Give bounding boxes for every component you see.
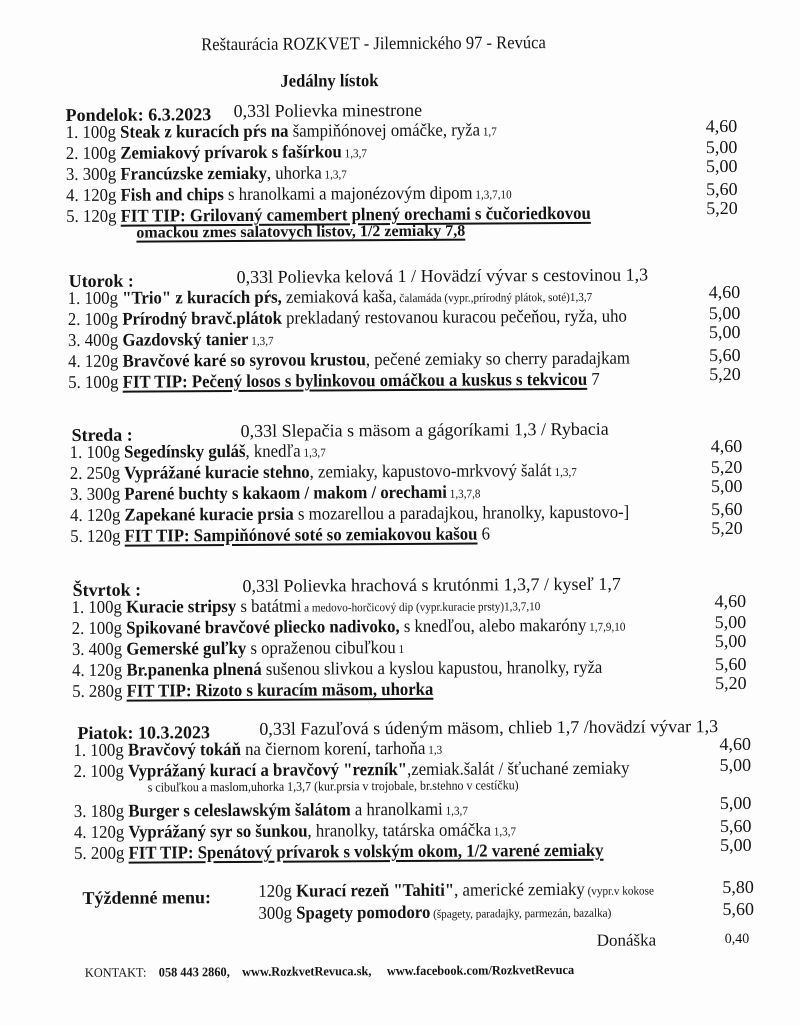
item-number-weight: 2. 100g	[73, 760, 124, 781]
item-price: 5,00	[708, 302, 741, 324]
allergens: 1,3,7	[248, 333, 274, 348]
item-weight: 300g	[258, 902, 293, 923]
dish-note: čalamáda (vypr.,prírodný plátok, soté)1,3,7	[396, 289, 593, 306]
allergens: 1,3,7	[551, 464, 577, 480]
dish-name: Vyprážaný syr so šunkou	[128, 820, 308, 842]
fit-tip-dish: FIT TIP: Rizoto s kuracím mäsom, uhorka	[126, 678, 434, 701]
item-price: 5,00	[705, 155, 738, 177]
dish-description: s knedľou, alebo makaróny	[399, 614, 587, 637]
dish-note: (vypr.v kokose	[584, 883, 654, 898]
dish-name: Bravčový tokáň	[127, 738, 241, 760]
delivery-label: Donáška	[596, 930, 657, 950]
dish-name: Kuracie stripsy	[125, 596, 237, 617]
item-price: 4,60	[708, 281, 741, 303]
allergens: 1,3,7	[442, 803, 468, 818]
item-price: 5,00	[720, 834, 752, 856]
dish-name: Vyprážané kuracie stehno	[124, 461, 310, 483]
day-label: Piatok: 10.3.2023	[77, 722, 210, 743]
dish-description: šampiňónovej omáčke, ryža	[288, 119, 481, 141]
dish-name: Burger s celeslawským šalátom	[128, 799, 351, 821]
item-price: 5,80	[722, 876, 754, 898]
contact-website[interactable]: www.RozkvetRevuca.sk,	[242, 963, 372, 979]
fit-tip-dish: FIT TIP: Spenátový prívarok s volským okom, 1/2 varené zemiaky	[128, 839, 604, 863]
soup-of-day: 0,33l Polievka minestrone	[233, 99, 423, 122]
dish-description: s opraženou cibuľkou	[246, 637, 396, 658]
menu-item	[72, 657, 602, 681]
allergens: 1,7,9,10	[586, 619, 626, 634]
item-number-weight: 4. 120g	[68, 350, 119, 372]
dish-description: , hranolky, tatárska omáčka	[307, 819, 492, 841]
menu-title: Jedálny lístok	[280, 70, 379, 91]
dish-name: Steak z kuracích pŕs na	[120, 120, 289, 142]
allergens: 1,3,7	[300, 445, 326, 460]
dish-name: "Trio" z kuracích pŕs,	[122, 286, 282, 308]
allergens: 1,3,7,8	[446, 486, 481, 501]
dish-name: Zemiakový prívarok s fašírkou	[120, 141, 342, 163]
dish-name: Zapekané kuracie prsia	[124, 503, 294, 525]
allergens: 1	[395, 641, 405, 657]
item-number-weight: 3. 180g	[73, 800, 125, 821]
menu-item	[70, 440, 326, 463]
item-number-weight: 3. 300g	[65, 163, 117, 185]
menu-item	[72, 679, 433, 702]
day-label: Pondelok: 6.3.2023	[65, 104, 212, 126]
item-number-weight: 5. 200g	[74, 842, 125, 863]
dish-description: s mozarellou a paradajkou, hranolky, kapustovo-]	[293, 501, 630, 524]
menu-item	[68, 306, 627, 330]
menu-item	[70, 482, 481, 506]
allergens: 1,3,7,10	[472, 187, 512, 202]
item-price: 4,60	[705, 115, 738, 137]
item-number-weight: 1. 100g	[65, 121, 117, 143]
item-price: 5,00	[719, 792, 752, 814]
menu-item	[68, 369, 600, 393]
item-price: 5,60	[706, 178, 738, 200]
menu-item	[66, 182, 512, 206]
item-price: 4,60	[719, 733, 752, 755]
soup-of-day: 0,33l Fazuľová s údeným mäsom, chlieb 1,7 /hovädzí vývar 1,3	[259, 716, 719, 739]
allergens: 6	[477, 523, 491, 544]
dish-note: (špagety, paradajky, parmezán, bazalka)	[430, 905, 612, 921]
menu-item	[74, 840, 603, 864]
dish-description: na čiernom korení, tarhoňa	[240, 737, 426, 759]
dish-description: zemiaková kaša,	[281, 286, 397, 307]
dish-description: , uhorka	[266, 162, 322, 183]
item-price: 5,00	[708, 321, 741, 343]
item-price: 5,20	[710, 456, 743, 478]
menu-item	[72, 594, 541, 618]
allergens: 1,3,7	[321, 167, 347, 182]
contact-label: KONTAKT:	[84, 964, 147, 980]
restaurant-header: Reštaurácia ROZKVET - Jilemnického 97 - Revúca	[201, 32, 546, 55]
dish-name: Kurací rezeň "Tahiti"	[295, 879, 455, 901]
item-price: 4,60	[714, 590, 747, 612]
fit-tip-continuation: omackou zmes salatovych listov, 1/2 zemiaky 7,8	[136, 222, 466, 242]
weekly-item	[258, 901, 611, 924]
menu-item	[70, 502, 629, 526]
day-label: Utorok :	[68, 270, 134, 292]
item-number-weight: 5. 280g	[72, 680, 123, 702]
item-number-weight: 3. 400g	[71, 638, 123, 660]
menu-item	[72, 615, 626, 639]
item-price: 5,00	[705, 136, 738, 158]
item-number-weight: 3. 400g	[67, 329, 119, 351]
menu-item	[74, 819, 516, 843]
item-price: 5,60	[714, 653, 747, 675]
day-label: Štvrtok :	[72, 579, 142, 601]
dish-name: Spikované bravčové pliecko nadivoko,	[126, 616, 400, 638]
menu-item	[68, 329, 274, 351]
item-price: 5,60	[709, 344, 741, 366]
menu-item	[66, 141, 367, 164]
dish-name: Vyprážaný kurací a bravčový "rezník"	[127, 758, 408, 781]
item-number-weight: 5. 120g	[70, 525, 121, 547]
dish-name: Francúzske zemiaky	[120, 162, 267, 184]
item-price: 5,00	[719, 754, 752, 776]
fit-tip-dish: FIT TIP: Grilovaný camembert plnený orechami s čučoriedkovou	[120, 202, 591, 226]
item-number-weight: 3. 300g	[69, 483, 121, 505]
fit-tip-dish: FIT TIP: Sampiňónové soté so zemiakovou kašou	[124, 523, 478, 546]
dish-description: , pečené zemiaky so cherry paradajkam	[365, 347, 630, 370]
item-price: 5,20	[709, 363, 741, 385]
contact-phone: 058 443 2860,	[158, 964, 230, 980]
item-number-weight: 1. 100g	[69, 441, 120, 463]
weekly-menu-label: Týždenné menu:	[82, 887, 211, 908]
dish-name: Bravčové karé so syrovou krustou	[122, 349, 366, 371]
dish-name: Parené buchty s kakaom / makom / orechami	[124, 481, 447, 504]
contact-facebook[interactable]: www.facebook.com/RozkvetRevuca	[386, 961, 575, 979]
item-number-weight: 1. 100g	[73, 739, 124, 760]
dish-description: prekladaný restovanou kuracou pečeňou, ryža, uho	[281, 305, 627, 328]
item-price: 5,00	[714, 611, 747, 633]
allergens: 1,3,7	[341, 146, 367, 161]
dish-note: a medovo-horčicový dip (vypr.kuracie prsty)1,3,7,10	[301, 599, 541, 615]
dish-subline: s cibuľkou a maslom,uhorka 1,3,7 (kur.prsia v trojobale, br.stehno v cestíčku)	[147, 777, 519, 795]
dish-name: Gazdovský tanier	[122, 328, 249, 350]
soup-of-day: 0,33l Polievka kelová 1 / Hovädzí vývar s cestovinou 1,3	[236, 264, 649, 287]
fit-tip-dish: FIT TIP: Pečený losos s bylinkovou omáčkou a kuskus s tekvicou	[122, 368, 588, 392]
item-number-weight: 4. 120g	[70, 504, 121, 526]
item-number-weight: 2. 100g	[71, 617, 123, 639]
dish-name: Fish and chips	[120, 184, 224, 205]
dish-description: s batátmi	[236, 595, 302, 617]
weekly-item	[258, 878, 654, 901]
item-number-weight: 2. 100g	[65, 142, 117, 164]
item-price: 5,00	[714, 630, 747, 652]
item-price: 5,20	[706, 197, 738, 219]
item-number-weight: 2. 100g	[67, 308, 119, 330]
item-price: 5,20	[715, 672, 747, 694]
item-price: 5,60	[711, 498, 743, 520]
item-number-weight: 4. 120g	[66, 184, 117, 206]
item-number-weight: 1. 100g	[71, 596, 122, 618]
item-price: 5,60	[719, 815, 752, 837]
dish-description: , knedľa	[245, 440, 301, 461]
item-number-weight: 1. 100g	[67, 287, 119, 309]
item-weight: 120g	[258, 880, 292, 901]
allergens: 1,7	[479, 124, 497, 139]
menu-item	[72, 637, 404, 660]
dish-name: Prírodný bravč.plátok	[122, 307, 283, 329]
dish-description: , americké zemiaky	[454, 878, 585, 900]
dish-description: sušenou slivkou a kyslou kapustou, hranolky, ryža	[261, 656, 603, 679]
menu-item	[74, 799, 468, 822]
dish-description: ,zemiak.šalát / šťuchané zemiaky	[406, 757, 630, 779]
item-price: 5,20	[711, 517, 743, 539]
item-number-weight: 5. 120g	[66, 205, 117, 227]
item-number-weight: 4. 120g	[73, 821, 125, 842]
contact-footer	[85, 962, 574, 981]
allergens: 1,3,7	[490, 824, 517, 839]
soup-of-day: 0,33l Slepačia s mäsom a gágoríkami 1,3 / Rybacia	[240, 418, 609, 441]
item-number-weight: 2. 250g	[69, 462, 121, 484]
item-price: 4,60	[710, 435, 743, 457]
item-number-weight: 4. 120g	[71, 659, 123, 681]
allergens: 7	[587, 368, 600, 389]
soup-of-day: 0,33l Polievka hrachová s krutónmi 1,3,7 / kyseľ 1,7	[242, 573, 621, 596]
dish-description: s hranolkami a majonézovým dipom	[223, 182, 473, 205]
menu-item	[73, 738, 442, 761]
item-price: 5,00	[710, 475, 743, 497]
day-label: Streda :	[71, 424, 133, 446]
menu-item	[66, 119, 497, 143]
item-number-weight: 5. 100g	[68, 371, 119, 393]
menu-item	[70, 460, 577, 484]
menu-item	[70, 523, 490, 547]
item-price: 5,60	[722, 898, 755, 920]
dish-name: Spagety pomodoro	[296, 901, 431, 923]
delivery-price: 0,40	[724, 931, 750, 948]
allergens: 1,3	[425, 742, 443, 757]
dish-description: , zemiaky, kapustovo-mrkvový šalát	[309, 460, 552, 482]
dish-name: Br.panenka plnená	[126, 658, 262, 680]
dish-name: Gemerské guľky	[126, 637, 247, 659]
dish-name: Segedínsky guláš	[124, 440, 246, 462]
menu-item	[66, 162, 347, 185]
dish-description: a hranolkami	[350, 798, 443, 820]
